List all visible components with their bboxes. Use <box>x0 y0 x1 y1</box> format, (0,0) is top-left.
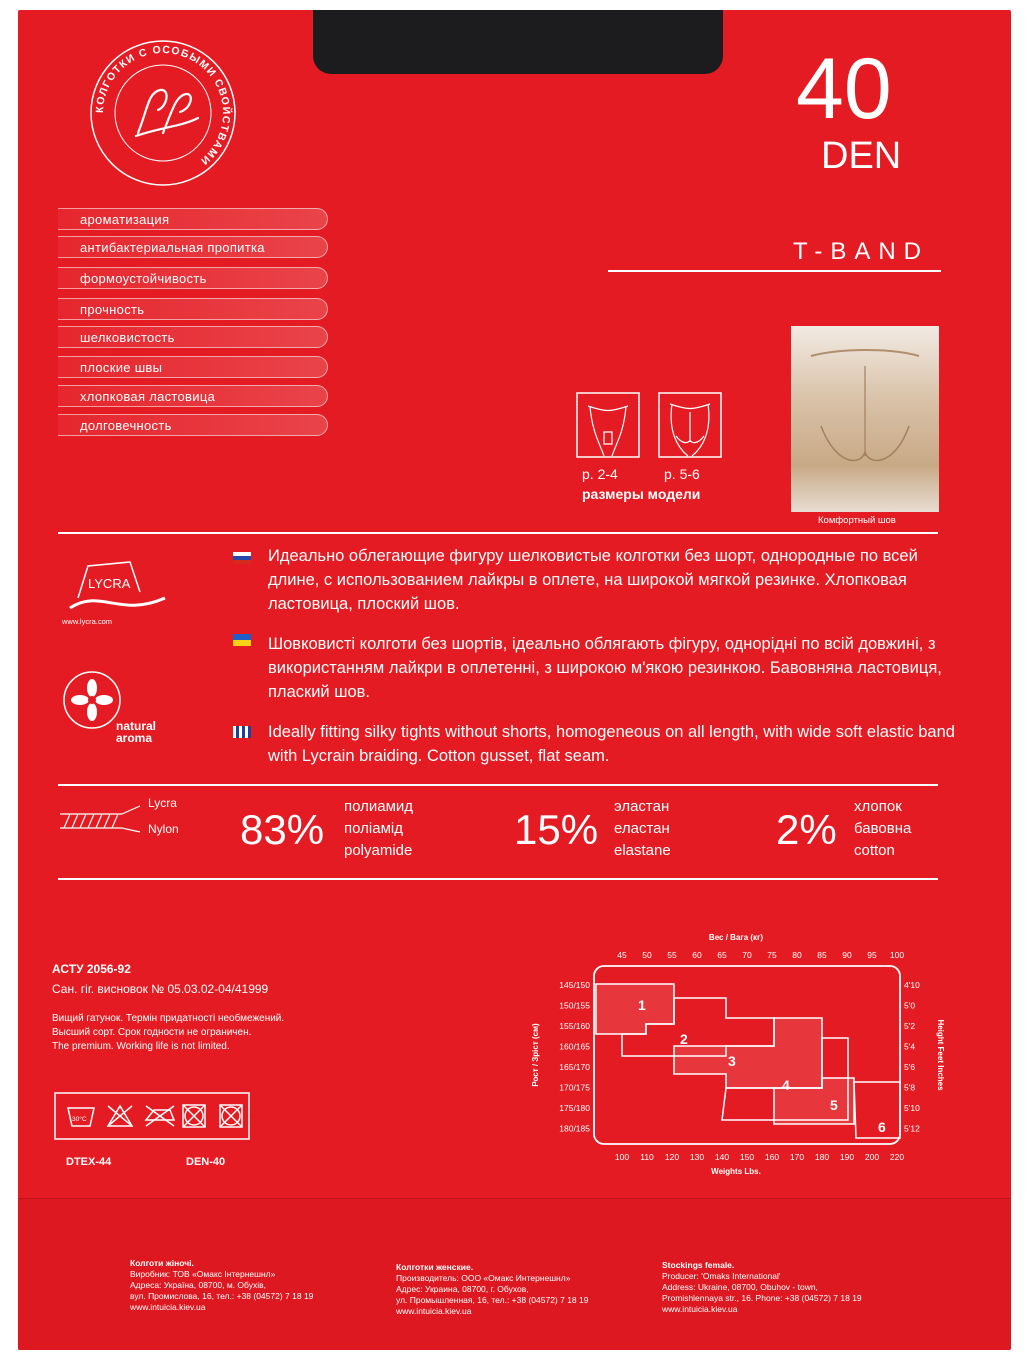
footer-line: Адреса: Україна, 08700, м. Обухів, <box>130 1280 266 1290</box>
feature-item: шелковистость <box>58 326 328 348</box>
height-ft-tick: 5'8 <box>904 1082 916 1093</box>
flag-en-icon <box>233 726 251 738</box>
size-zone-label: 2 <box>680 1031 688 1047</box>
weight-lbs-tick: 100 <box>614 1152 630 1162</box>
height-ft-tick: 5'12 <box>904 1123 920 1134</box>
chart-top-title: Вес / Вага (кг) <box>708 933 764 942</box>
footer-line: Производитель: ООО «Омакс Интернешнл» <box>396 1273 571 1283</box>
package-back <box>18 10 1011 1350</box>
sanitary-conclusion: Сан. гіг. висновок № 05.03.02-04/41999 <box>52 982 269 996</box>
flag-ua-icon <box>233 634 251 646</box>
size-label: р. 2-4 <box>582 466 618 482</box>
height-cm-tick: 170/175 <box>559 1082 590 1093</box>
composition-percent: 2% <box>776 806 837 853</box>
weight-kg-tick: 50 <box>642 950 652 960</box>
composition-percent: 15% <box>514 806 599 853</box>
den-code: DEN-40 <box>186 1156 226 1168</box>
description-uk: Шовковисті колготи без шортів, ідеально облягають фігуру, однорідні по всій довжині, з використанням лайкри в оплетенні, з широкою м'якою резинкою. Бавовняна ластовиця, плаский шов. <box>268 635 942 701</box>
height-cm-tick: 150/155 <box>559 1000 590 1011</box>
weight-kg-tick: 45 <box>617 950 627 960</box>
weight-lbs-tick: 110 <box>640 1152 654 1162</box>
height-ft-tick: 5'2 <box>904 1021 916 1031</box>
height-ft-tick: 5'4 <box>904 1041 916 1052</box>
height-cm-tick: 165/170 <box>559 1062 590 1072</box>
size-zone-label: 4 <box>782 1077 790 1093</box>
chart-left-title: Рост / Зріст (см) <box>531 1023 540 1087</box>
composition-percent: 83% <box>240 806 325 853</box>
weight-kg-tick: 80 <box>792 950 802 960</box>
feature-item: плоские швы <box>58 356 328 378</box>
weight-lbs-tick: 190 <box>839 1152 855 1162</box>
footer-line: вул. Промислова, 16, тел.: +38 (04572) 7 18 19 <box>130 1291 314 1301</box>
size-zone-label: 6 <box>878 1119 886 1135</box>
footer-title: Колготки женские. <box>396 1262 474 1272</box>
divider <box>58 878 938 880</box>
footer-line: Адрес: Украина, 08700, г. Обухов, <box>396 1284 529 1294</box>
weight-kg-tick: 90 <box>842 950 852 960</box>
height-cm-tick: 145/150 <box>559 980 590 990</box>
height-cm-tick: 160/165 <box>559 1041 590 1052</box>
lycra-logo <box>60 558 172 628</box>
footer-line: Виробник: ТОВ «Омакс Інтернешнл» <box>130 1269 276 1279</box>
natural-aroma-icon <box>60 660 172 750</box>
lycra-brand: LYCRA <box>88 576 131 591</box>
composition-name <box>614 796 671 862</box>
composition-name-uk: поліамід <box>344 820 403 837</box>
grade-line: Высший сорт. Срок годности не ограничен. <box>52 1027 252 1038</box>
size-icon-front <box>576 392 640 458</box>
height-ft-tick: 4'10 <box>904 980 920 990</box>
weight-lbs-tick: 180 <box>814 1152 830 1162</box>
product-photo <box>791 326 939 512</box>
height-ft-tick: 5'6 <box>904 1062 916 1072</box>
height-cm-tick: 180/185 <box>559 1123 590 1134</box>
fiber-lycra-label: Lycra <box>148 796 177 810</box>
tights-illustration <box>791 326 939 512</box>
size-zone-label: 3 <box>728 1053 736 1069</box>
weight-kg-tick: 70 <box>742 950 752 960</box>
sizes-caption: размеры модели <box>582 486 701 502</box>
chart-bottom-title: Weights Lbs. <box>711 1167 761 1176</box>
feature-item: ароматизация <box>58 208 328 230</box>
footer-line: ул. Промышленная, 16, тел.: +38 (04572) 7 18 19 <box>396 1295 589 1305</box>
footer-line: Address: Ukraine, 08700, Obuhov - town, <box>662 1282 818 1292</box>
footer-block-ru <box>396 1262 588 1317</box>
height-ft-tick: 5'0 <box>904 1000 916 1011</box>
composition-name <box>344 796 413 862</box>
photo-caption: Комфортный шов <box>818 515 896 526</box>
aroma-label-2: aroma <box>116 731 153 745</box>
size-chart <box>526 928 946 1178</box>
weight-kg-tick: 75 <box>767 950 777 960</box>
fiber-nylon-label: Nylon <box>148 822 179 836</box>
weight-lbs-tick: 160 <box>764 1152 780 1162</box>
divider <box>58 784 938 786</box>
weight-kg-tick: 65 <box>717 950 727 960</box>
wash-temp-label: 30°C <box>72 1116 87 1123</box>
weight-lbs-tick: 130 <box>689 1152 705 1162</box>
footer-block-en <box>662 1260 862 1315</box>
weight-lbs-tick: 220 <box>889 1152 905 1162</box>
composition-name-uk: еластан <box>614 820 670 837</box>
model-underline <box>608 270 941 272</box>
footer-line: www.intuicia.kiev.ua <box>130 1302 206 1312</box>
composition-name <box>854 796 911 862</box>
height-cm-tick: 175/180 <box>559 1103 590 1113</box>
weight-lbs-tick: 140 <box>714 1152 730 1162</box>
feature-item: антибактериальная пропитка <box>58 236 328 258</box>
weight-kg-tick: 100 <box>889 950 905 960</box>
composition-name-en: elastane <box>614 842 671 859</box>
footer-title: Stockings female. <box>662 1260 735 1270</box>
footer-line: Producer: 'Omaks International' <box>662 1271 781 1281</box>
chart-right-title: Height Feet Inches <box>936 1019 945 1091</box>
model-name: T-BAND <box>793 238 930 265</box>
divider <box>58 532 938 534</box>
grade-line: Вищий гатунок. Термін придатності необмежений. <box>52 1013 285 1024</box>
composition-name-ru: хлопок <box>854 798 902 815</box>
lycra-url: www.lycra.com <box>62 617 113 626</box>
composition-name-ru: полиамид <box>344 798 414 815</box>
height-ft-tick: 5'10 <box>904 1103 920 1113</box>
weight-lbs-tick: 150 <box>739 1152 755 1162</box>
feature-item: хлопковая ластовица <box>58 385 328 407</box>
size-zone-1 <box>596 984 674 1034</box>
footer-title: Колготи жіночі. <box>130 1258 194 1268</box>
care-symbols <box>54 1092 250 1140</box>
den-number: 40 <box>796 41 892 137</box>
composition-name-uk: бавовна <box>854 820 912 837</box>
standard-code: АСТУ 2056-92 <box>52 962 131 976</box>
size-label: р. 5-6 <box>664 466 700 482</box>
flag-ru-icon <box>233 552 251 564</box>
footer-line: www.intuicia.kiev.ua <box>396 1306 472 1316</box>
footer-line: Promishlennaya str., 16. Phone: +38 (04572) 7 18 19 <box>662 1293 862 1303</box>
aroma-label-1: natural <box>116 719 157 733</box>
description-ru: Идеально облегающие фигуру шелковистые колготки без шорт, однородные по всей длине, с использованием лайкры в оплете, на широкой мягкой резинке. Хлопковая ластовица, плоский шов. <box>268 547 918 613</box>
badge-logo <box>88 38 238 188</box>
den-unit: DEN <box>821 135 902 177</box>
weight-kg-tick: 85 <box>817 950 827 960</box>
size-zone-6 <box>854 1082 900 1138</box>
description-en: Ideally fitting silky tights without shorts, homogeneous on all length, with wide soft elastic band with Lycrain braiding. Cotton gusset, flat seam. <box>268 723 955 765</box>
weight-kg-tick: 95 <box>867 950 877 960</box>
height-cm-tick: 155/160 <box>559 1021 590 1031</box>
fiber-icon <box>60 800 158 840</box>
weight-lbs-tick: 170 <box>789 1152 805 1162</box>
weight-lbs-tick: 200 <box>864 1152 880 1162</box>
tights-visible-in-window <box>313 10 723 74</box>
composition-name-en: cotton <box>854 842 895 859</box>
feature-item: формоустойчивость <box>58 267 328 289</box>
size-zone-3 <box>674 1018 822 1088</box>
size-zone-label: 5 <box>830 1097 838 1113</box>
composition-name-ru: эластан <box>614 798 670 815</box>
feature-item: долговечность <box>58 414 328 436</box>
feature-item: прочность <box>58 298 328 320</box>
dtex-code: DTEX-44 <box>66 1156 112 1168</box>
svg-text:КОЛГОТКИ С ОСОБЫМИ СВОЙСТВАМИ: КОЛГОТКИ С ОСОБЫМИ СВОЙСТВАМИ <box>93 43 233 168</box>
grade-line: The premium. Working life is not limited. <box>52 1041 230 1052</box>
composition-name-en: polyamide <box>344 842 413 859</box>
weight-lbs-tick: 120 <box>664 1152 680 1162</box>
size-icon-back <box>658 392 722 458</box>
footer-line: www.intuicia.kiev.ua <box>662 1304 738 1314</box>
weight-kg-tick: 55 <box>667 950 677 960</box>
weight-kg-tick: 60 <box>692 950 702 960</box>
footer-block-uk <box>130 1258 313 1313</box>
size-zone-label: 1 <box>638 997 646 1013</box>
